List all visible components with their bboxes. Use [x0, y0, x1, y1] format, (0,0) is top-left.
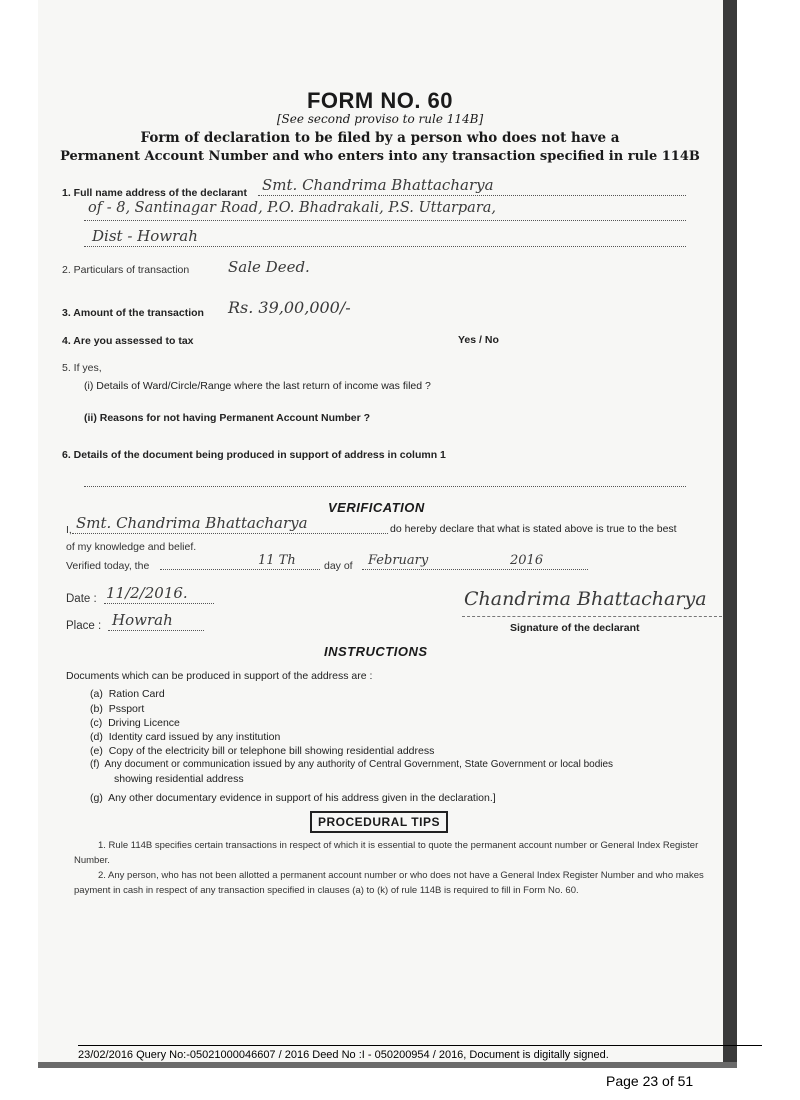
list-text: Driving Licence — [108, 717, 180, 729]
q3-label: 3. Amount of the transaction — [62, 307, 204, 319]
day-value: 11 Th — [258, 553, 296, 568]
declarant-name: Smt. Chandrima Bhattacharya — [76, 514, 308, 532]
place-value: Howrah — [112, 611, 173, 629]
q2-value: Sale Deed. — [228, 258, 310, 276]
q1-line2 — [84, 220, 686, 221]
month-line — [362, 569, 588, 570]
q1-value-line3: Dist - Howrah — [92, 227, 198, 245]
footer-rule — [78, 1045, 762, 1046]
form-subtitle-2: Permanent Account Number and who enters into any transaction specified in rule 114B — [60, 149, 700, 164]
verification-prefix: I, — [66, 524, 72, 536]
date-label: Date : — [66, 593, 97, 605]
list-item-c — [90, 717, 180, 729]
q1-label: 1. Full name address of the declarant — [62, 187, 247, 199]
list-item-f-cont: showing residential address — [114, 773, 244, 785]
signature-line — [462, 616, 722, 617]
list-text: Any document or communication issued by any authority of Central Government, State Government or local bodies — [104, 759, 614, 770]
place-line — [108, 630, 204, 631]
q4-label: 4. Are you assessed to tax — [62, 335, 194, 347]
list-mark: (c) — [90, 717, 103, 729]
list-item-d — [90, 731, 280, 743]
list-item-g — [90, 792, 496, 804]
place-label: Place : — [66, 620, 102, 632]
list-text: Any other documentary evidence in support of his address given in the declaration.] — [108, 792, 496, 804]
q2-label: 2. Particulars of transaction — [62, 264, 190, 276]
list-mark: (a) — [90, 688, 103, 700]
q1-value-line1: Smt. Chandrima Bhattacharya — [262, 176, 494, 194]
verification-text2: of my knowledge and belief. — [66, 541, 197, 553]
year-value: 2016 — [510, 553, 544, 568]
q5-ii: (ii) Reasons for not having Permanent Account Number ? — [84, 412, 371, 424]
day-line — [160, 569, 320, 570]
list-item-a — [90, 688, 165, 700]
list-mark: (g) — [90, 792, 103, 804]
list-text: Copy of the electricity bill or telephone bill showing residential address — [108, 745, 435, 757]
date-value: 11/2/2016. — [106, 584, 188, 602]
q3-value: Rs. 39,00,000/- — [228, 298, 351, 317]
form-proviso: [See second proviso to rule 114B] — [276, 112, 484, 126]
registration-stamp: 23/02/2016 Query No:-05021000046607 / 2016 Deed No :I - 050200954 / 2016, Document is digitally signed. — [78, 1049, 609, 1061]
q4-options: Yes / No — [458, 334, 499, 346]
form-title: FORM NO. 60 — [306, 88, 454, 113]
q5-label: 5. If yes, — [62, 362, 102, 374]
q6-label: 6. Details of the document being produced in support of address in column 1 — [62, 449, 446, 461]
list-mark: (f) — [90, 759, 100, 770]
instructions-intro: Documents which can be produced in support of the address are : — [66, 670, 373, 682]
scan-edge — [38, 1062, 737, 1068]
procedural-tip-2: 2. Any person, who has not been allotted a permanent account number or who does not have a General Index Register Number and who makes payment in cash in respect of any transaction specified in clauses (a) to (k) of rule 114B is required to fill in Form No. 60. — [74, 870, 704, 896]
list-mark: (d) — [90, 731, 103, 743]
list-mark: (e) — [90, 745, 103, 757]
month-value: February — [368, 553, 429, 568]
form-subtitle-1: Form of declaration to be filed by a person who does not have a — [140, 130, 620, 146]
date-line — [104, 603, 214, 604]
list-text: Ration Card — [108, 688, 165, 700]
signature-label: Signature of the declarant — [510, 622, 640, 634]
verification-heading: VERIFICATION — [328, 500, 425, 515]
instructions-heading: INSTRUCTIONS — [324, 644, 428, 659]
q1-line1 — [258, 195, 686, 196]
procedural-tips-heading: PROCEDURAL TIPS — [310, 811, 448, 833]
list-item-e — [90, 745, 434, 757]
verification-text1: do hereby declare that what is stated above is true to the best — [390, 523, 677, 535]
procedural-tip-1: 1. Rule 114B specifies certain transactions in respect of which it is essential to quote the permanent account number or General Index Register Number. — [74, 840, 699, 866]
declarant-name-line — [72, 533, 388, 534]
list-mark: (b) — [90, 703, 103, 715]
list-text: Pssport — [108, 703, 145, 715]
list-item-b — [90, 703, 144, 715]
q1-value-line2: of - 8, Santinagar Road, P.O. Bhadrakali, P.S. Uttarpara, — [88, 200, 497, 216]
q1-line3 — [84, 246, 686, 247]
verified-label: Verified today, the — [66, 560, 150, 572]
q6-line — [84, 486, 686, 487]
signature: Chandrima Bhattacharya — [464, 588, 707, 610]
list-text: Identity card issued by any institution — [108, 731, 281, 743]
page-number: Page 23 of 51 — [606, 1073, 694, 1089]
list-item-f — [90, 759, 613, 770]
q5-i: (i) Details of Ward/Circle/Range where the last return of income was filed ? — [84, 380, 431, 392]
day-of-label: day of — [324, 560, 353, 572]
